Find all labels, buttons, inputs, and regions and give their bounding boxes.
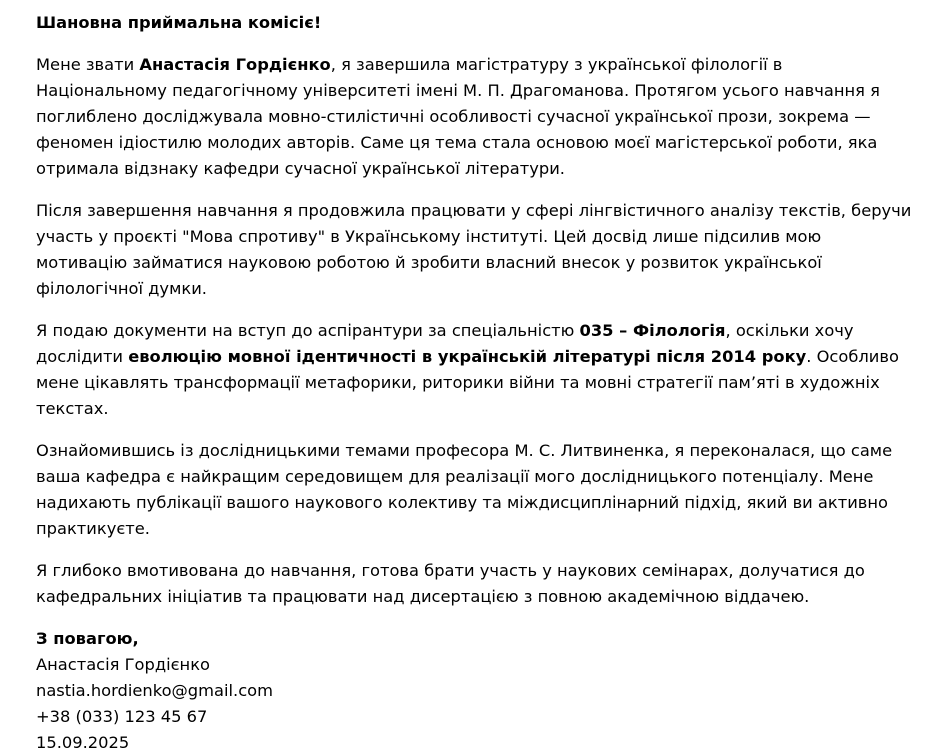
bold-text-run: 035 – Філологія xyxy=(579,321,726,340)
letter-paragraph-1 xyxy=(36,52,916,182)
text-run: , я завершила магістратуру з української філології в Національному педагогічному університеті імені М. П. Драгоманова. Протягом усього навчання я поглиблено досліджувала мовно-стилістичні особливості сучасної української прози, зокрема — феномен ідіостилю молодих авторів. Саме ця тема стала основою моєї магістерської роботи, яка отримала відзнаку кафедри сучасної української літератури. xyxy=(36,55,880,178)
text-run: Ознайомившись із дослідницькими темами професора М. С. Литвиненка, я переконалася, що саме ваша кафедра є найкращим середовищем для реалізації мого дослідницького потенціалу. Мене надихають публікації вашого наукового колективу та міждисциплінарний підхід, який ви активно практикуєте. xyxy=(36,441,893,538)
text-run: . Особливо мене цікавлять трансформації метафорики, риторики війни та мовні стратегії пам’яті в художніх текстах. xyxy=(36,347,899,418)
bold-text-run: еволюцію мовної ідентичності в українській літературі після 2014 року xyxy=(128,347,807,366)
bold-text-run: Анастасія Гордієнко xyxy=(139,55,331,74)
text-run: Я глибоко вмотивована до навчання, готова брати участь у наукових семінарах, долучатися до кафедральних ініціатив та працювати над дисертацією з повною академічною віддачею. xyxy=(36,561,865,606)
signer-name: Анастасія Гордієнко xyxy=(36,655,210,674)
letter-date: 15.09.2025 xyxy=(36,733,130,752)
letter-paragraph-4 xyxy=(36,438,916,542)
text-run: , оскільки хочу дослідити xyxy=(36,321,854,366)
text-run: Я подаю документи на вступ до аспірантури за спеціальністю xyxy=(36,321,580,340)
letter-paragraph-5 xyxy=(36,558,916,610)
sign-off: З повагою, xyxy=(36,629,139,648)
letter-paragraph-2 xyxy=(36,198,916,302)
signer-phone: +38 (033) 123 45 67 xyxy=(36,707,208,726)
signer-email: nastia.hordienko@gmail.com xyxy=(36,681,273,700)
text-run: Мене звати xyxy=(36,55,140,74)
greeting-heading: Шановна приймальна комісіє! xyxy=(36,13,322,32)
signature-block xyxy=(36,626,916,756)
letter-paragraph-3 xyxy=(36,318,916,422)
letter-document xyxy=(36,10,916,756)
text-run: Після завершення навчання я продовжила працювати у сфері лінгвістичного аналізу текстів, беручи участь у проєкті "Мова спротиву" в Українському інституті. Цей досвід лише підсилив мою мотивацію займатися науковою роботою й зробити власний внесок у розвиток української філологічної думки. xyxy=(36,201,912,298)
